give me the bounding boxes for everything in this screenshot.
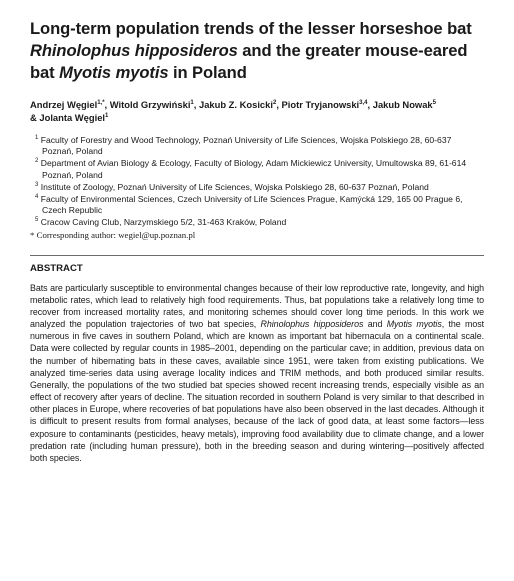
title-part-3: in Poland <box>168 63 247 82</box>
corresponding-author: * Corresponding author: wegiel@up.poznan.pl <box>30 229 196 240</box>
abstract-text-part: , the most numerous in five caves in southern Poland, which are known as important bat hibernacula on a continental scale. Data were collected by regular counts in 1985–2001, depending on the particular cave; in addition, previous data on the number of hibernating bats in these caves, available since 1951, were taken from existing publications. We analyzed time-series data using average locality indices and TRIM methods, and both produced similar results. Generally, the populations of the two studied bat species showed recent increasing trends, especially visible as an effect of recovery after years of decline. The situation recorded in southern Poland is very similar to that described in other places in Europe, where recoveries of bat populations have also been observed in the last decades. Although it is difficult to present results from formal analyses, because of the lack of good data, at least some factors—less exposure to contaminants (pesticides, heavy metals), improving food availability due to climate change, and a lower predation rate (including human pressure), both in the breeding season and during wintering—positively affected both species. <box>30 319 485 463</box>
affiliation-item <box>30 158 484 180</box>
title-part-1: Long-term population trends of the lesser horseshoe bat <box>30 19 472 38</box>
affiliation-text: Department of Avian Biology & Ecology, Faculty of Biology, Adam Mickiewicz University, Umultowska 89, 61-614 Poznań, Poland <box>40 158 467 180</box>
section-divider <box>30 255 484 256</box>
abstract-text-part: and <box>363 319 387 330</box>
affiliation-list <box>30 135 484 241</box>
author-affiliation-mark: 1,* <box>97 99 105 106</box>
author: Piotr Tryjanowski <box>281 99 360 110</box>
abstract-heading: ABSTRACT <box>30 262 83 274</box>
title-part-2: and the greater mouse-eared bat <box>30 41 468 82</box>
author-separator: , <box>104 99 110 110</box>
author-list <box>30 98 484 124</box>
affiliation-item <box>30 217 484 228</box>
affiliation-item <box>30 194 484 216</box>
abstract-species: Myotis myotis <box>386 319 442 330</box>
author-affiliation-mark: 3,4 <box>359 99 368 106</box>
affiliation-number: 3 <box>35 181 39 188</box>
affiliation-number: 5 <box>35 217 39 224</box>
affiliation-text: Institute of Zoology, Poznań University of Life Sciences, Wojska Polskiego 28, 60-637 Poznań, Poland <box>40 181 429 192</box>
affiliation-number: 1 <box>35 135 39 142</box>
author-affiliation-mark: 2 <box>272 99 277 106</box>
abstract-text-part: Bats are particularly susceptible to environmental changes because of their low reproductive rate, longevity, and high metabolic rates, which lead to relatively high food requirements. Thus, bat populations take a relatively long time to recover from increased mortality rates, and monitoring schemes should cover long time periods. In this work we analyzed the population trajectories of two bat species, <box>30 282 484 330</box>
affiliation-text: Cracow Caving Club, Narzymskiego 5/2, 31-463 Kraków, Poland <box>40 217 287 228</box>
affiliation-text: Faculty of Forestry and Wood Technology, Poznań University of Life Sciences, Wojska Polskiego 28, 60-637 Poznań, Poland <box>40 135 452 157</box>
affiliation-number: 4 <box>35 194 39 201</box>
affiliation-number: 2 <box>35 158 39 165</box>
author-separator: , <box>193 99 199 110</box>
author-affiliation-mark: 1 <box>190 99 194 106</box>
author: & Jolanta Węgiel <box>30 112 106 123</box>
abstract-species: Rhinolophus hipposideros <box>260 319 364 330</box>
author-affiliation-mark: 1 <box>105 112 109 119</box>
affiliation-item <box>30 135 484 157</box>
author: Andrzej Węgiel <box>30 99 98 110</box>
author-separator: , <box>367 99 373 110</box>
title-species-1: Rhinolophus hipposideros <box>30 41 238 60</box>
affiliation-item <box>30 182 484 193</box>
title-species-2: Myotis myotis <box>59 63 169 82</box>
abstract-text <box>30 282 484 464</box>
author: Witold Grzywiński <box>109 99 191 110</box>
author: Jakub Z. Kosicki <box>198 99 273 110</box>
author: Jakub Nowak <box>372 99 433 110</box>
author-separator: , <box>276 99 282 110</box>
affiliation-text: Faculty of Environmental Sciences, Czech University of Life Sciences Prague, Kamýcká 129, 165 00 Prague 6, Czech Republic <box>40 194 463 216</box>
author-affiliation-mark: 5 <box>432 99 436 106</box>
article-title <box>30 18 484 84</box>
